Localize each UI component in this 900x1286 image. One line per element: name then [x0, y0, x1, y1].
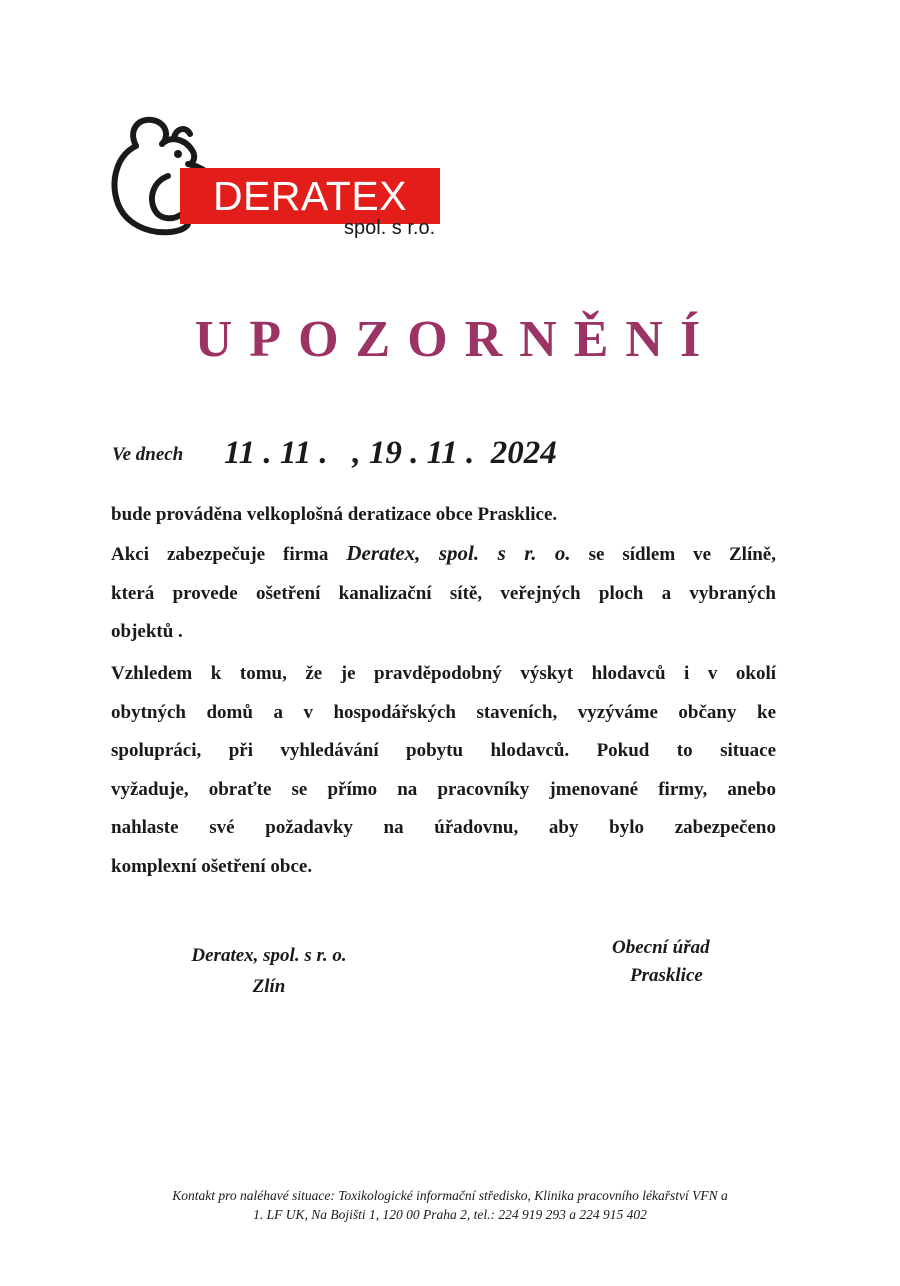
paragraph-line: vyžaduje, obraťte se přímo na pracovníky jmenované firmy, anebo — [111, 778, 776, 800]
logo-wordmark: DERATEX — [212, 173, 408, 219]
signature-company-city: Zlín — [252, 976, 286, 997]
paragraph-line: nahlaste své požadavky na úřadovnu, aby bylo zabezpečeno — [111, 817, 776, 839]
signature-company-name: Deratex, spol. s r. o. — [191, 945, 347, 966]
paragraph-line: bude prováděna velkoplošná deratizace obce Prasklice. — [111, 504, 558, 525]
paragraph-line: obytných domů a v hospodářských staveních, vyzýváme občany ke — [111, 701, 776, 723]
signature-village: Prasklice — [630, 965, 703, 986]
logo-suffix: spol. s r.o. — [344, 217, 436, 239]
paragraph-line-firm — [111, 534, 776, 574]
signature-office: Obecní úřad — [612, 937, 710, 958]
signature-municipality — [612, 934, 710, 990]
footer-line: Kontakt pro naléhavé situace: Toxikologické informační středisko, Klinika pracovního lékařství VFN a — [172, 1188, 728, 1203]
paragraph-line: komplexní ošetření obce. — [111, 855, 313, 877]
emergency-contact-footer — [100, 1186, 800, 1224]
dates-prefix: Ve dnech — [112, 444, 184, 465]
dates-value: 11 . 11 . , 19 . 11 . 2024 — [224, 435, 557, 471]
paragraph-announcement — [111, 496, 776, 652]
company-logo — [108, 116, 448, 241]
firm-name: Deratex, spol. s r. o. — [346, 541, 571, 566]
text-segment: se sídlem ve Zlíně, — [570, 544, 776, 566]
page-title: UPOZORNĚNÍ — [194, 311, 718, 368]
footer-line: 1. LF UK, Na Bojišti 1, 120 00 Praha 2, tel.: 224 919 293 a 224 915 402 — [253, 1207, 647, 1222]
signature-company — [176, 940, 362, 1002]
paragraph-line: objektů . — [111, 621, 183, 643]
paragraph-line: Vzhledem k tomu, že je pravděpodobný výskyt hlodavců i v okolí — [111, 663, 776, 684]
paragraph-line: spolupráci, při vyhledávání pobytu hlodavců. Pokud to situace — [111, 740, 776, 762]
text-segment: Akci zabezpečuje firma — [111, 544, 347, 566]
paragraph-line: která provede ošetření kanalizační sítě, veřejných ploch a vybraných — [111, 582, 776, 604]
paragraph-appeal — [111, 655, 776, 887]
